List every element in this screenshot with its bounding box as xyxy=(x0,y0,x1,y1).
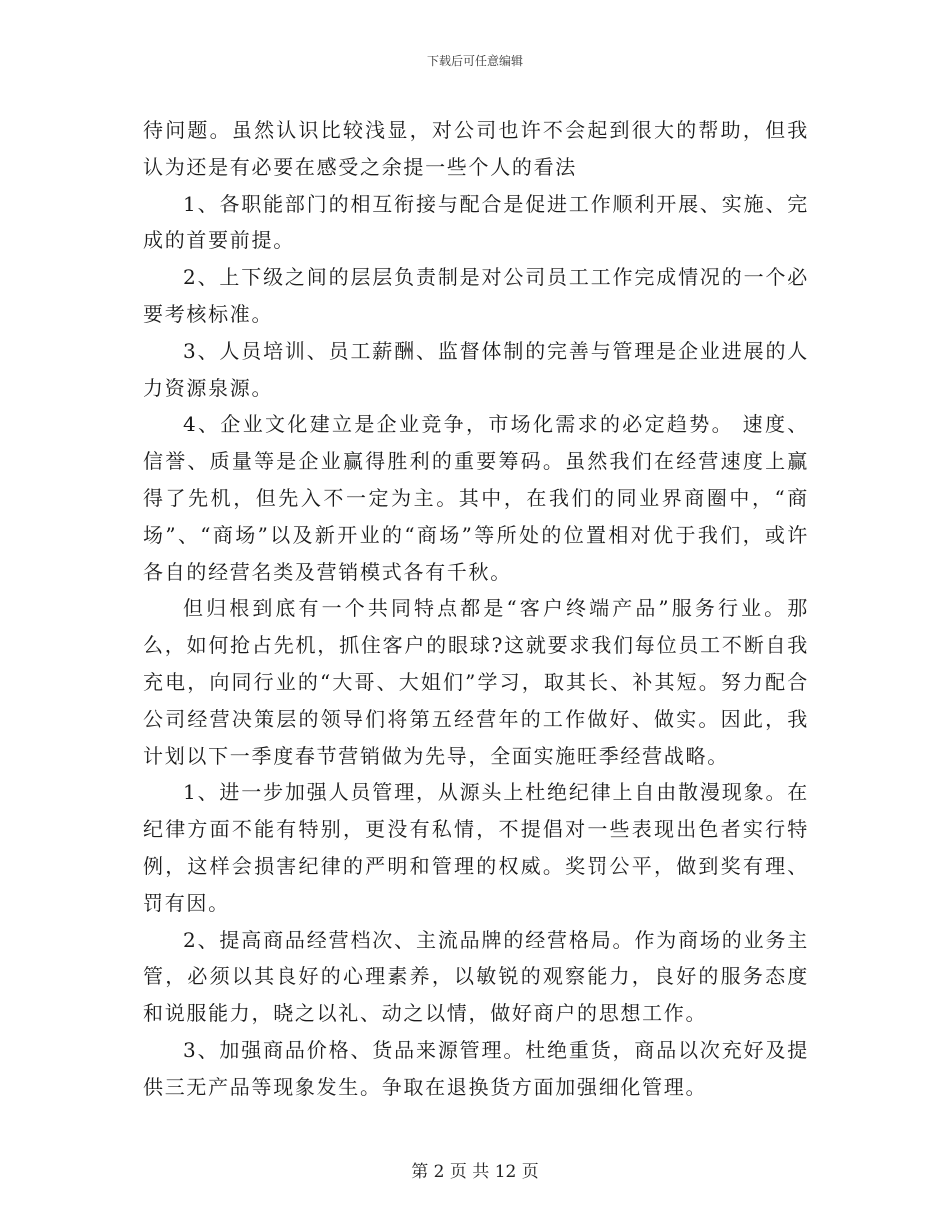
total-pages-number: 12 xyxy=(494,1162,517,1182)
paragraph: 1、各职能部门的相互衔接与配合是促进工作顺利开展、实施、完成的首要前提。 xyxy=(143,191,809,253)
document-body xyxy=(143,112,809,1106)
page-label-prefix: 第 xyxy=(411,1162,429,1182)
page-number-footer xyxy=(0,1157,950,1182)
page-label-mid: 页 共 xyxy=(449,1162,490,1182)
page-label-suffix: 页 xyxy=(521,1162,539,1182)
header-note: 下载后可任意编辑 xyxy=(426,54,523,68)
paragraph: 3、人员培训、员工薪酬、监督体制的完善与管理是企业进展的人力资源泉源。 xyxy=(143,338,809,400)
paragraph: 2、上下级之间的层层负责制是对公司员工工作完成情况的一个必要考核标准。 xyxy=(143,265,809,326)
paragraph: 4、企业文化建立是企业竞争，市场化需求的必定趋势。 速度、信誉、质量等是企业赢得胜利的重要筹码。虽然我们在经营速度上赢得了先机，但先入不一定为主。其中，在我们的同业界商圈中，“商场”、“商场”以及新开业的“商场”等所处的位置相对优于我们，或许各自的经营名类及营销模式各有千秋。 xyxy=(143,412,809,584)
paragraph: 待问题。虽然认识比较浅显，对公司也许不会起到很大的帮助，但我认为还是有必要在感受之余提一些个人的看法 xyxy=(143,118,809,179)
current-page-number: 2 xyxy=(433,1162,445,1182)
paragraph: 2、提高商品经营档次、主流品牌的经营格局。作为商场的业务主管，必须以其良好的心理素养，以敏锐的观察能力，良好的服务态度和说服能力，晓之以礼、动之以情，做好商户的思想工作。 xyxy=(143,927,809,1026)
paragraph: 1、进一步加强人员管理，从源头上杜绝纪律上自由散漫现象。在纪律方面不能有特别，更没有私情，不提倡对一些表现出色者实行特例，这样会损害纪律的严明和管理的权威。奖罚公平，做到奖有理、罚有因。 xyxy=(143,780,809,915)
paragraph: 但归根到底有一个共同特点都是“客户终端产品”服务行业。那么，如何抢占先机，抓住客户的眼球?这就要求我们每位员工不断自我充电，向同行业的“大哥、大姐们”学习，取其长、补其短。努力配合公司经营决策层的领导们将第五经营年的工作做好、做实。因此，我计划以下一季度春节营销做为先导，全面实施旺季经营战略。 xyxy=(143,596,809,768)
paragraph: 3、加强商品价格、货品来源管理。杜绝重货，商品以次充好及提供三无产品等现象发生。争取在退换货方面加强细化管理。 xyxy=(143,1037,809,1099)
